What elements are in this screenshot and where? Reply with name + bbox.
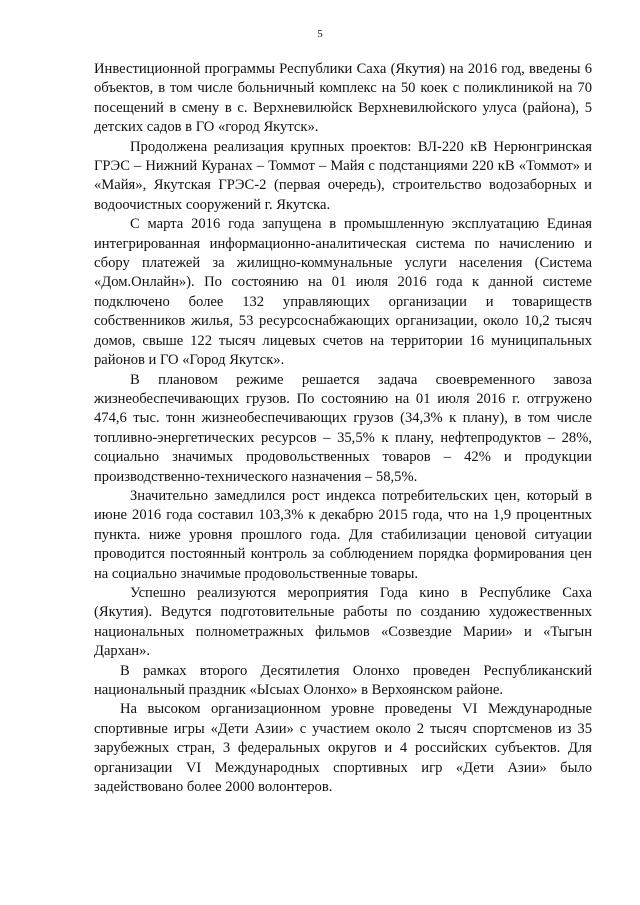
paragraph-major-projects: Продолжена реализация крупных проектов: ВЛ-220 кВ Нерюнгринская ГРЭС – Нижний Куранах – Томмот – Майя с подстанциями 220 кВ «Томмот» и «Майя», Якутская ГРЭС-2 (первая очередь), строительство водозаборных и водоочистных сооружений г. Якутска. [94,138,592,213]
paragraph-olonkho: В рамках второго Десятилетия Олонхо проведен Республиканский национальный праздник «Ысыах Олонхо» в Верхоянском районе. [94,662,592,698]
paragraph-cargo-delivery: В плановом режиме решается задача своевременного завоза жизнеобеспечивающих грузов. По состоянию на 01 июля 2016 г. отгружено 474,6 тыс. тонн жизнеобеспечивающих грузов (34,3% к плану), в том числе топливно-энергетических ресурсов – 35,5% к плану, нефтепродуктов – 28%, социально значимых продовольственных товаров – 42% и продукции производственно-технического назначения – 58,5%. [94,371,592,485]
page-body [94,60,592,797]
page-number: 5 [317,28,323,40]
paragraph-investment-program: Инвестиционной программы Республики Саха (Якутия) на 2016 год, введены 6 объектов, в том числе больничный комплекс на 50 коек с поликлиникой на 70 посещений в смену в с. Верхневилюйск Верхневилюйского улуса (района), 5 детских садов в ГО «город Якутск». [94,61,592,136]
paragraph-year-of-cinema: Успешно реализуются мероприятия Года кино в Республике Саха (Якутия). Ведутся подготовительные работы по созданию художественных национальных полнометражных фильмов «Созвездие Марии» и «Тыгын Дархан». [94,584,592,660]
paragraph-children-of-asia: На высоком организационном уровне проведены VI Международные спортивные игры «Дети Азии» с участием около 2 тысяч спортсменов из 35 зарубежных стран, 3 федеральных округов и 4 российских субъектов. Для организации VI Международных спортивных игр «Дети Азии» было задействовано более 2000 волонтеров. [94,701,592,796]
paragraph-consumer-prices: Значительно замедлился рост индекса потребительских цен, который в июне 2016 года составил 103,3% к декабрю 2015 года, что на 1,9 процентных пункта. ниже уровня прошлого года. Для стабилизации ценовой ситуации проводится постоянный контроль за соблюдением порядка формирования цен на социально значимые продовольственные товары. [94,487,592,582]
paragraph-dom-online: С марта 2016 года запущена в промышленную эксплуатацию Единая интегрированная информационно-аналитическая система по начислению и сбору платежей за жилищно-коммунальные услуги населения (Система «Дом.Онлайн»). По состоянию на 01 июля 2016 года к данной системе подключено более 132 управляющих организации и товариществ собственников жилья, 53 ресурсоснабжающих организации, около 10,2 тысяч домов, свыше 122 тысяч лицевых счетов на территории 16 муниципальных районов и ГО «Город Якутск». [94,216,592,369]
